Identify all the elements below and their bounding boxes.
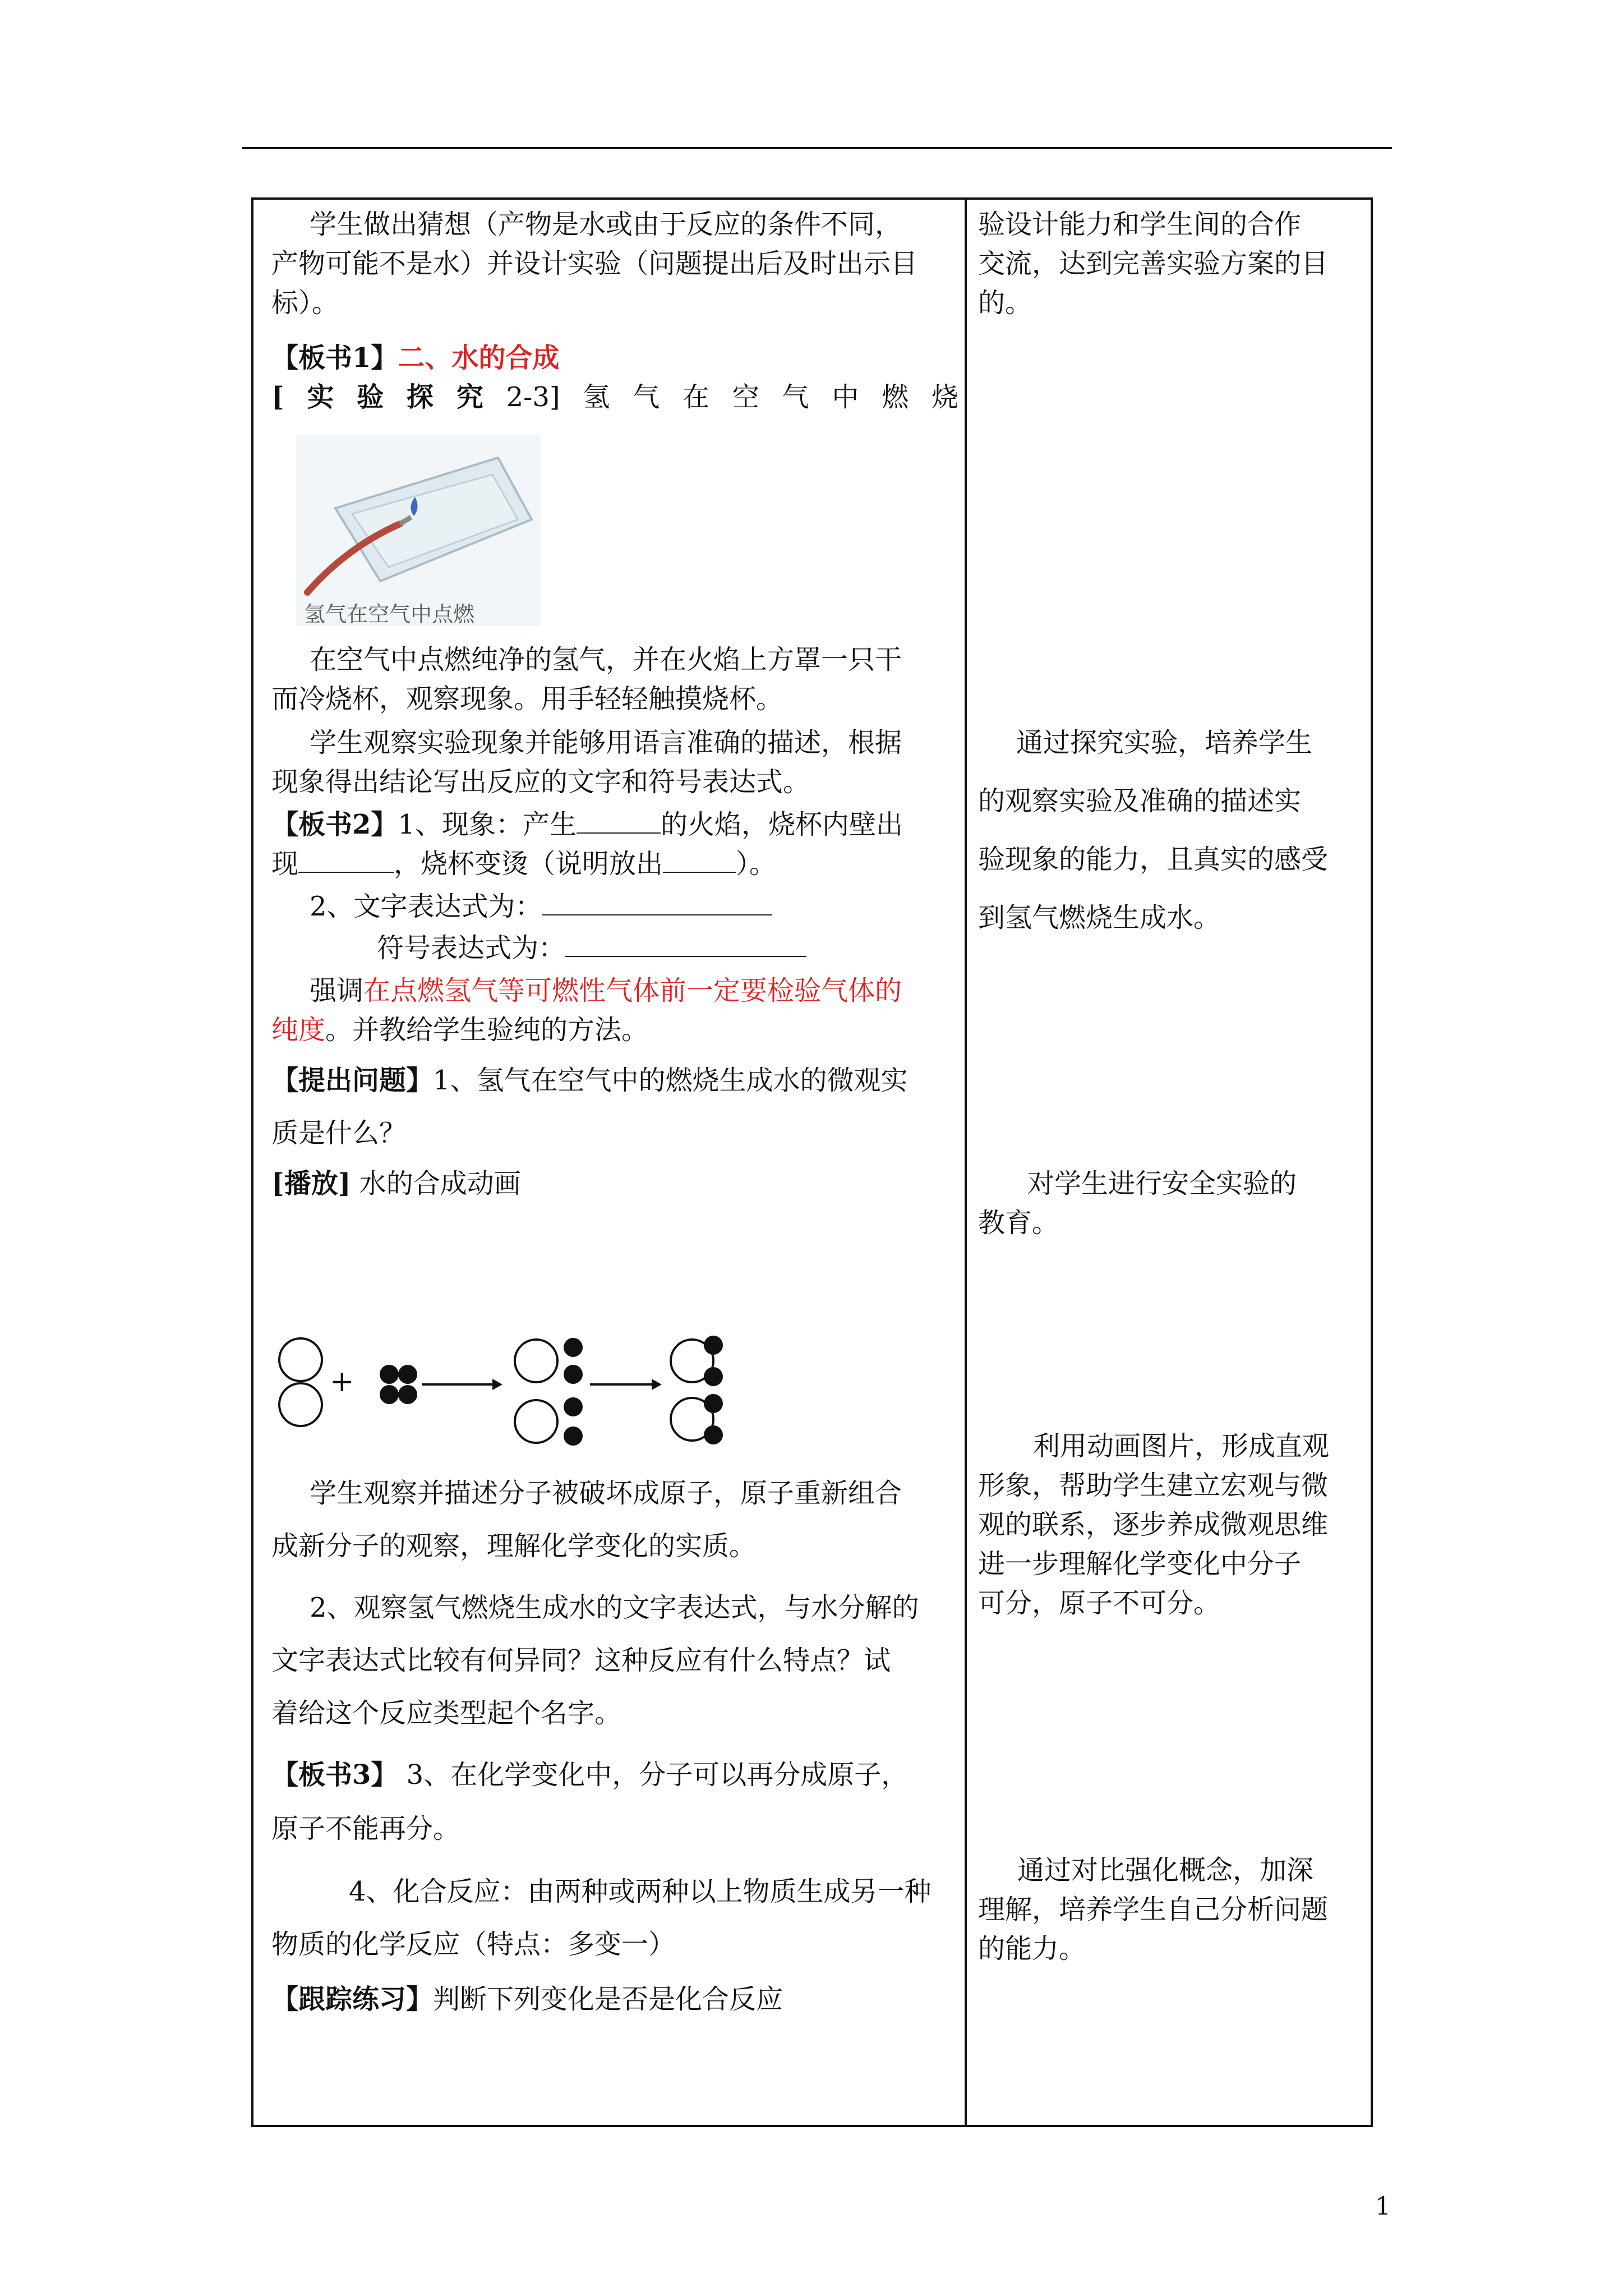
exp-char: [ [271, 381, 284, 413]
board-note-2-text-e: ）。 [736, 848, 777, 880]
combination-reaction-line2: 物质的化学反应（特点：多变一） [271, 1929, 676, 1960]
paragraph-observe-line1: 学生观察实验现象并能够用语言准确的描述，根据 [310, 727, 902, 758]
paragraph-compare-line2: 文字表达式比较有何异同？这种反应有什么特点？试 [271, 1645, 891, 1676]
fill-blank-symbol-expression [565, 929, 806, 957]
emphasis-red-purity: 纯度 [271, 1014, 326, 1046]
question-tag: 【提出问题】 [271, 1065, 434, 1096]
note-explore-line3: 验现象的能力，且真实的感受 [978, 844, 1329, 875]
board-note-2-tag: 【板书2】 [271, 809, 398, 840]
board-note-2-line1 [271, 806, 903, 844]
question-line1 [271, 1061, 908, 1100]
exp-char: 气 [782, 381, 809, 413]
paragraph-guess-line3: 标）。 [271, 287, 339, 319]
hydrogen-atom [398, 1365, 417, 1384]
column-divider [965, 200, 967, 2125]
emphasis-post: 。并教给学生验纯的方法。 [325, 1014, 649, 1046]
hydrogen-atom [704, 1425, 723, 1444]
board-note-1 [271, 339, 559, 378]
emphasis-prefix: 强调 [310, 975, 364, 1006]
emphasis-line1 [310, 972, 902, 1010]
paragraph-describe-line1: 学生观察并描述分子被破坏成原子，原子重新组合 [310, 1478, 902, 1509]
oxygen-atom [279, 1383, 322, 1426]
hydrogen-atom [564, 1427, 583, 1446]
paragraph-guess-line2: 产物可能不是水）并设计实验（问题提出后及时出示目 [271, 248, 918, 279]
fill-blank-wall-observation [298, 845, 394, 873]
note-animation-line4: 进一步理解化学变化中分子 [978, 1548, 1302, 1580]
board-note-1-tag: 【板书1】 [271, 342, 398, 374]
paragraph-compare-line1: 2、观察氢气燃烧生成水的文字表达式，与水分解的 [310, 1592, 919, 1623]
section-title-water-synthesis: 二、水的合成 [398, 342, 560, 374]
note-explore-line2: 的观察实验及准确的描述实 [978, 785, 1302, 817]
emphasis-line2 [271, 1011, 648, 1050]
page-number: 1 [1375, 2192, 1391, 2221]
hydrogen-atom [704, 1336, 723, 1355]
note-animation-line1: 利用动画图片，形成直观 [1033, 1430, 1330, 1462]
arrowhead-icon [492, 1379, 502, 1390]
hydrogen-atom [564, 1365, 583, 1384]
note-animation-line2: 形象，帮助学生建立宏观与微 [978, 1470, 1329, 1501]
water-synthesis-molecule-diagram [270, 1320, 775, 1455]
plus-sign: + [330, 1365, 354, 1398]
note-animation-line3: 观的联系，逐步养成微观思维 [978, 1509, 1329, 1540]
board-note-2-line2 [271, 845, 776, 884]
figure-caption: 氢气在空气中点燃 [304, 602, 475, 627]
play-animation-line [271, 1165, 521, 1203]
exp-char: 中 [832, 381, 859, 413]
board-note-3-line2: 原子不能再分。 [271, 1813, 460, 1844]
exp-char: 验 [357, 381, 384, 413]
fill-blank-flame-color [577, 806, 661, 834]
exp-char: 氢 [583, 381, 610, 413]
oxygen-atom [279, 1338, 322, 1381]
hydrogen-atom [704, 1394, 723, 1413]
hydrogen-atom [564, 1338, 583, 1357]
oxygen-atom [515, 1400, 557, 1443]
board-note-2-text-d: ，烧杯变烫（说明放出 [394, 848, 663, 880]
note-explore-line1: 通过探究实验，培养学生 [1016, 727, 1313, 758]
exp-char: 空 [732, 381, 759, 413]
hydrogen-atom [398, 1385, 417, 1404]
exp-char: 气 [633, 381, 660, 413]
question-line2: 质是什么？ [271, 1117, 407, 1149]
exp-char: 烧 [931, 381, 958, 413]
lesson-table [251, 197, 1373, 2127]
paragraph-ignite-line2: 而冷烧杯，观察现象。用手轻轻触摸烧杯。 [271, 683, 783, 715]
note-design-line2: 交流，达到完善实验方案的目 [978, 248, 1329, 279]
paragraph-observe-line2: 现象得出结论写出反应的文字和符号表达式。 [271, 766, 810, 798]
note-compare-line2: 理解，培养学生自己分析问题 [978, 1894, 1329, 1925]
note-safety-line2: 教育。 [978, 1207, 1059, 1239]
hydrogen-atom [704, 1367, 723, 1386]
word-expression-label: 2、文字表达式为： [310, 891, 542, 922]
note-animation-line5: 可分，原子不可分。 [978, 1588, 1221, 1619]
hydrogen-atom [380, 1365, 399, 1384]
practice-line [271, 1980, 783, 2019]
word-expression-line [310, 887, 772, 926]
hydrogen-atom [564, 1397, 583, 1416]
board-note-2-text-a: 1、现象：产生 [398, 809, 577, 840]
board-note-2-text-b: 的火焰，烧杯内壁出 [660, 809, 903, 840]
play-tag: [播放] [271, 1168, 351, 1199]
arrowhead-icon [652, 1379, 662, 1390]
note-compare-line1: 通过对比强化概念，加深 [1017, 1855, 1314, 1886]
exp-char: 探 [407, 381, 434, 413]
hydrogen-atom [380, 1385, 399, 1404]
note-compare-line3: 的能力。 [978, 1933, 1086, 1964]
board-note-3-text: 3、在化学变化中，分子可以再分成原子， [406, 1759, 909, 1791]
oxygen-atom [515, 1340, 557, 1382]
fill-blank-heat [663, 845, 736, 873]
board-note-2-text-c: 现 [271, 848, 299, 880]
note-design-line1: 验设计能力和学生间的合作 [978, 209, 1302, 240]
emphasis-red-text: 在点燃氢气等可燃性气体前一定要检验气体的 [363, 975, 902, 1006]
paragraph-compare-line3: 着给这个反应类型起个名字。 [271, 1697, 622, 1729]
exp-char: 究 [456, 381, 483, 413]
paragraph-guess-line1: 学生做出猜想（产物是水或由于反应的条件不同， [310, 209, 902, 240]
paragraph-describe-line2: 成新分子的观察，理解化学变化的实质。 [271, 1530, 757, 1562]
experiment-heading [271, 378, 958, 417]
board-note-3-tag: 【板书3】 [271, 1759, 398, 1791]
practice-tag: 【跟踪练习】 [271, 1984, 434, 2015]
note-design-line3: 的。 [978, 287, 1032, 319]
paragraph-ignite-line1: 在空气中点燃纯净的氢气，并在火焰上方罩一只干 [310, 644, 902, 675]
exp-char: 在 [682, 381, 709, 413]
practice-text: 判断下列变化是否是化合反应 [433, 1984, 783, 2015]
symbol-expression-label: 符号表达式为： [377, 932, 566, 964]
header-rule [242, 147, 1392, 149]
play-text: 水的合成动画 [359, 1168, 521, 1199]
fill-blank-word-expression [542, 887, 772, 915]
exp-char: 2-3] [506, 381, 560, 413]
exp-char: 实 [307, 381, 334, 413]
combination-reaction-line1: 4、化合反应：由两种或两种以上物质生成另一种 [349, 1876, 932, 1907]
exp-char: 燃 [882, 381, 909, 413]
question-text: 1、氢气在空气中的燃烧生成水的微观实 [433, 1065, 908, 1096]
board-note-3-line1 [271, 1756, 908, 1795]
note-safety-line1: 对学生进行安全实验的 [1027, 1168, 1297, 1199]
symbol-expression-line [377, 929, 806, 968]
note-explore-line4: 到氢气燃烧生成水。 [978, 902, 1221, 933]
